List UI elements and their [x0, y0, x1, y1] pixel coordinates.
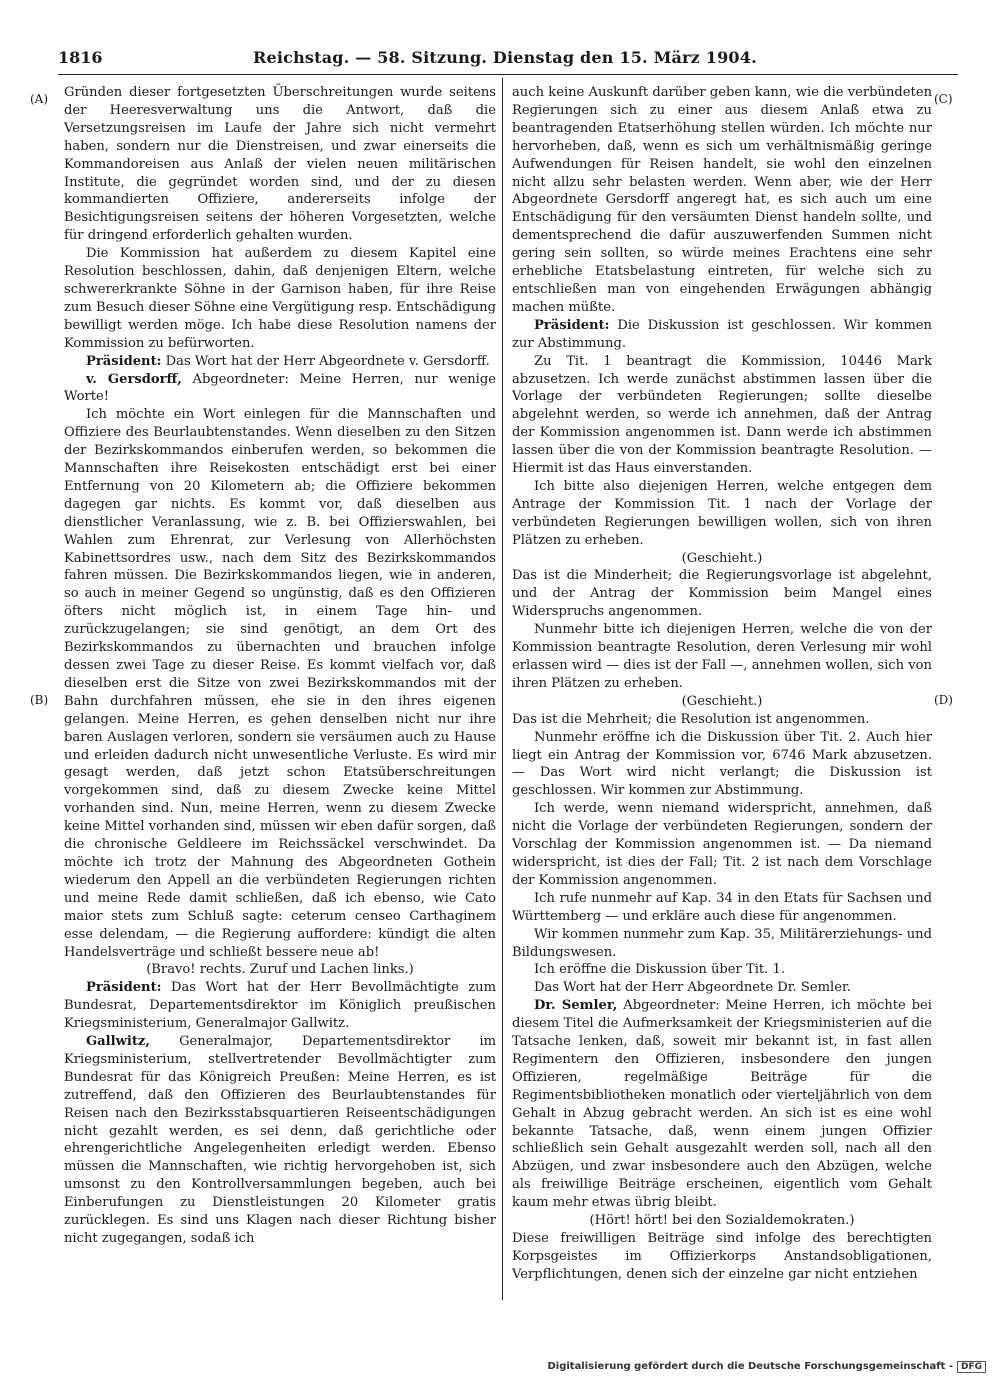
paragraph: Ich bitte also diejenigen Herren, welche entgegen dem Antrage der Kommission Tit. 1 nach der Vorlage der verbündeten Regierungen bewilligen wollen, sich von ihren Plätzen zu erheben. — [512, 478, 932, 548]
speech-text: Generalmajor, Departementsdirektor im Kriegsministerium, stellvertretender Bevollmächtigter zum Bundesrat für das Königreich Preußen: Meine Herren, es ist zutreffend, daß den Offizieren des Beurlaubtenstandes für Reisen nach den Bezirksstabsquartieren Reiseentschädigungen nicht gezahlt werden, es sei denn, daß gerichtliche oder ehrengerichtliche Angelegenheiten erledigt werden. Ebenso müssen die Mannschaften, wie richtig hervorgehoben ist, sich umsonst zu den Kontrollversammlungen begeben, auch bei Einberufungen zu Dienstleistungen 20 Kilometer gratis zurücklegen. Es sind uns Klagen nach dieser Richtung bisher nicht zugegangen, sodaß ich — [64, 1034, 496, 1246]
running-title: Reichstag. — 58. Sitzung. Dienstag den 15. März 1904. — [253, 48, 757, 67]
page-header — [58, 46, 958, 74]
right-column — [512, 84, 932, 1284]
speech-text: Das Wort hat der Herr Bevollmächtigte zum Bundesrat, Departementsdirektor im Königlich preußischen Kriegsministerium, Generalmajor Gallwitz. — [64, 980, 496, 1032]
interjection: (Geschieht.) — [681, 550, 763, 566]
paragraph: Gründen dieser fortgesetzten Überschreitungen wurde seitens der Heeresverwaltung uns die Antwort, daß die Versetzungsreisen im Laufe der Jahre sich nicht vermehrt haben, sondern nur die Dienstreisen, und zwar einerseits die Kommandoreisen aus Anlaß der vielen neuen militärischen Institute, die gegründet worden sind, und der zu diesen kommandierten Offiziere, andererseits infolge der Besichtigungsreisen seitens der höheren Vorgesetzten, welche für dringend erforderlich gehalten wurden. — [64, 85, 496, 244]
speaker-name: Präsident: — [86, 353, 162, 369]
speaker-name: Präsident: — [86, 980, 162, 996]
paragraph: Nunmehr eröffne ich die Diskussion über Tit. 2. Auch hier liegt ein Antrag der Kommission vor, 6746 Mark abzusetzen. — Das Wort wird nicht verlangt; die Diskussion ist geschlossen. Wir kommen zur Abstimmung. — [512, 729, 932, 799]
paragraph: Ich möchte ein Wort einlegen für die Mannschaften und Offiziere des Beurlaubtenstandes. Wenn dieselben zu den Sitzen der Bezirkskommandos einberufen werden, so bekommen die Mannschaften ihre Reisekosten entschädigt erst bei einer Entfernung von 20 Kilometern ab; die Offiziere bekommen dagegen gar nichts. Es kommt vor, daß dieselben aus dienstlicher Veranlassung, wie z. B. bei Offizierswahlen, bei Wahlen zum Ehrenrat, zur Verlesung von Allerhöchsten Kabinettsordres usw., nach dem Sitz des Bezirkskommandos fahren müssen. Die Bezirkskommandos liegen, wie in anderen, so auch in meiner Gegend so ungünstig, daß es den Offizieren öfters nicht möglich ist, in einem Tage hin- und zurückzugelangen; sie sind genötigt, an dem Ort des Bezirkskommandos zu übernachten und brauchen infolge dessen zwei Tage zu dieser Reise. Es kommt vielfach vor, daß dieselben erst die Sitze von zwei Bezirkskommandos mit der Bahn durchfahren müssen, ehe sie in den ihres eigenen gelangen. Meine Herren, es gehen denselben nicht nur ihre baren Auslagen verloren, sondern sie versäumen auch zu Hause und erleiden dadurch nicht unwesentliche Verluste. Es wird mir gesagt werden, daß jetzt schon Etatsüberschreitungen vorgekommen sind, daß zu diesem Zwecke keine Mittel vorhanden sind. Nun, meine Herren, wenn zu diesem Zwecke keine Mittel vorhanden sind, müssen wir eben dafür sorgen, daß die chronische Geldleere im Reichssäckel verschwindet. Da möchte ich trotz der Mahnung des Abgeordneten Gothein wiederum den Appell an die verbündeten Regierungen richten und meine Rede damit schließen, daß ich ebenso, wie Cato maior stets zum Schluß sagte: ceterum censeo Carthaginem esse delendam, — die Regierung auffordere: kündigt die alten Handelsverträge und schließt bessere neue ab! — [64, 407, 496, 960]
paragraph: Das ist die Mehrheit; die Resolution ist angenommen. — [512, 711, 870, 727]
paragraph — [512, 997, 932, 1212]
paragraph: Ich werde, wenn niemand widerspricht, annehmen, daß nicht die Vorlage der verbündeten Regierungen, sondern der Vorschlag der Kommission angenommen ist. — Da niemand widerspricht, ist dies der Fall; Tit. 2 ist nach dem Vorschlage der Kommission angenommen. — [512, 801, 932, 888]
paragraph: Nunmehr bitte ich diejenigen Herren, welche die von der Kommission beantragte Resolution, deren Verlesung mir wohl erlassen wird — dies ist der Fall —, annehmen wollen, sich von ihren Plätzen zu erheben. — [512, 622, 932, 691]
speaker-name: Dr. Semler, — [534, 998, 618, 1014]
digitization-footer — [547, 1361, 986, 1373]
interjection: (Bravo! rechts. Zuruf und Lachen links.) — [146, 962, 414, 978]
speaker-name: v. Gersdorff, — [86, 371, 182, 387]
paragraph: auch keine Auskunft darüber geben kann, wie die verbündeten Regierungen sich zu einer aus diesem Anlaß etwa zu beantragenden Etatserhöhung stellen würden. Ich möchte nur hervorheben, daß, wenn es sich um verhältnismäßig geringe Aufwendungen für Reisen handelt, sie wohl den einzelnen nicht allzu sehr belasten werden. Wenn aber, wie der Herr Abgeordnete Gersdorff angeregt hat, es sich auch um eine Entschädigung für den versäumten Dienst handeln sollte, und dementsprechend die dafür auszuwerfenden Summen nicht gering sein sollten, so würde meines Erachtens eine sehr erhebliche Etatsbelastung eintreten, für welche sich zu entschließen man von eingehenden Erwägungen abhängig machen müßte. — [512, 85, 932, 315]
paragraph: Das ist die Minderheit; die Regierungsvorlage ist abgelehnt, und der Antrag der Kommission beim Mangel eines Widerspruchs angenommen. — [512, 568, 932, 620]
paragraph: Das Wort hat der Herr Abgeordnete Dr. Semler. — [534, 980, 851, 996]
speech-text: Das Wort hat der Herr Abgeordnete v. Gersdorff. — [165, 353, 490, 369]
speaker-name: Gallwitz, — [86, 1034, 150, 1050]
margin-mark-c: (C) — [934, 92, 953, 106]
margin-mark-d: (D) — [934, 693, 953, 707]
paragraph: Zu Tit. 1 beantragt die Kommission, 10446 Mark abzusetzen. Ich werde zunächst abstimmen lassen über die Vorlage der verbündeten Regierungen; sollte dieselbe abgelehnt werden, so werde ich annehmen, daß der Antrag der Kommission angenommen ist. Dann werde ich abstimmen lassen über die von der Kommission beantragte Resolution. — Hiermit ist das Haus einverstanden. — [512, 353, 932, 477]
speech-text: Abgeordneter: Meine Herren, nur wenige Worte! — [64, 371, 496, 405]
paragraph — [64, 371, 496, 407]
footer-text: Digitalisierung gefördert durch die Deutsche Forschungsgemeinschaft - — [547, 1361, 953, 1372]
speech-text: Abgeordneter: Meine Herren, ich möchte bei diesem Titel die Aufmerksamkeit der Kriegsministerien auf die Tatsache lenken, daß, soweit mir bekannt ist, in fast allen Regimentern den Offizieren, insbesondere den jungen Offizieren, regelmäßige Beiträge für die Regimentsbibliotheken monatlich oder vierteljährlich von dem Gehalt in Abzug gebracht werden. An sich ist es eine wohl bekannte Tatsache, daß, wenn einem jungen Offizier schließlich sein Gehalt ausgezahlt werden soll, nach all den Abzügen, und zwar insbesondere auch den Abzügen, welche als freiwillige Beiträge erscheinen, eigentlich vom Gehalt kaum mehr etwas übrig bleibt. — [512, 998, 932, 1211]
interjection: (Geschieht.) — [681, 693, 763, 709]
margin-mark-a: (A) — [30, 92, 49, 106]
speaker-name: Präsident: — [534, 317, 610, 333]
paragraph — [512, 317, 932, 353]
left-column — [64, 84, 496, 1248]
paragraph — [64, 353, 496, 371]
paragraph — [64, 979, 496, 1033]
page-number: 1816 — [58, 48, 103, 67]
paragraph: Die Kommission hat außerdem zu diesem Kapitel eine Resolution beschlossen, dahin, daß denjenigen Eltern, welche schwererkrankte Söhne in der Garnison haben, für ihre Reise zum Besuch dieser Söhne eine Vergütigung resp. Entschädigung bewilligt werden möge. Ich habe diese Resolution namens der Kommission zu befürworten. — [64, 246, 496, 351]
paragraph: Ich eröffne die Diskussion über Tit. 1. — [534, 962, 785, 978]
speech-text: Die Diskussion ist geschlossen. Wir kommen zur Abstimmung. — [512, 317, 932, 351]
paragraph: Diese freiwilligen Beiträge sind infolge des berechtigten Korpsgeistes im Offizierkorps Anstandsobligationen, Verpflichtungen, denen sich der einzelne gar nicht entziehen — [512, 1231, 932, 1282]
header-rule — [58, 74, 958, 75]
paragraph: Wir kommen nunmehr zum Kap. 35, Militärerziehungs- und Bildungswesen. — [512, 926, 932, 960]
paragraph: Ich rufe nunmehr auf Kap. 34 in den Etats für Sachsen und Württemberg — und erkläre auch diese für angenommen. — [512, 890, 932, 924]
paragraph — [64, 1033, 496, 1248]
dfg-logo-icon: DFG — [957, 1361, 986, 1373]
column-divider — [502, 78, 503, 1300]
margin-mark-b: (B) — [30, 693, 49, 707]
interjection: (Hört! hört! bei den Sozialdemokraten.) — [589, 1213, 855, 1229]
